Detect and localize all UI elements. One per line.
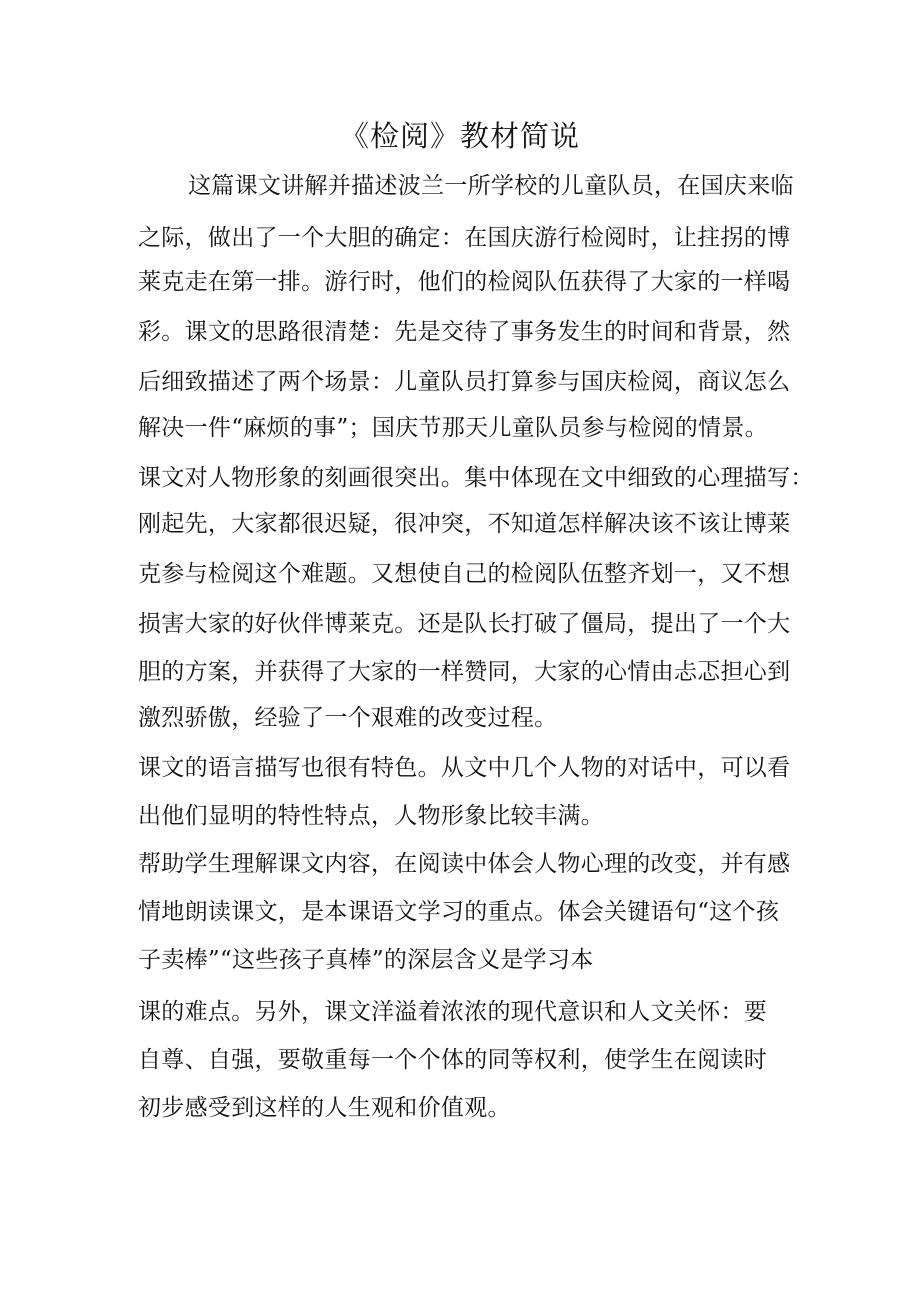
page-title: 《检阅》教材简说 bbox=[339, 119, 580, 153]
paragraph-line: 后细致描述了两个场景：儿童队员打算参与国庆检阅，商议怎么 bbox=[138, 369, 791, 395]
paragraph-line: 激烈骄傲，经验了一个艰难的改变过程。 bbox=[138, 705, 558, 731]
paragraph-line: 刚起先，大家都很迟疑，很冲突，不知道怎样解决该不该让博莱 bbox=[138, 511, 791, 537]
paragraph-line: 课文对人物形象的刻画很突出。集中体现在文中细致的心理描写： bbox=[138, 465, 814, 491]
paragraph-line: 课文的语言描写也很有特色。从文中几个人物的对话中，可以看 bbox=[138, 755, 791, 781]
paragraph-line: 自尊、自强，要敬重每一个个体的同等权利，使学生在阅读时 bbox=[138, 1047, 768, 1073]
paragraph-line: 胆的方案，并获得了大家的一样赞同，大家的心情由忐忑担心到 bbox=[138, 659, 791, 685]
paragraph-line: 课的难点。另外，课文洋溢着浓浓的现代意识和人文关怀：要 bbox=[138, 999, 768, 1025]
paragraph-line: 这篇课文讲解并描述波兰一所学校的儿童队员，在国庆来临 bbox=[188, 173, 794, 199]
paragraph-line: 克参与检阅这个难题。又想使自己的检阅队伍整齐划一，又不想 bbox=[138, 561, 791, 587]
paragraph-line: 初步感受到这样的人生观和价值观。 bbox=[138, 1095, 511, 1121]
paragraph-line: 解决一件“麻烦的事”；国庆节那天儿童队员参与检阅的情景。 bbox=[138, 415, 768, 441]
paragraph-line: 子卖棒”“这些孩子真棒”的深层含义是学习本 bbox=[138, 947, 594, 973]
paragraph-line: 帮助学生理解课文内容，在阅读中体会人物心理的改变，并有感 bbox=[138, 851, 791, 877]
paragraph-line: 莱克走在第一排。游行时，他们的检阅队伍获得了大家的一样喝 bbox=[138, 269, 791, 295]
paragraph-line: 彩。课文的思路很清楚：先是交待了事务发生的时间和背景，然 bbox=[138, 319, 791, 345]
paragraph-line: 出他们显明的特性特点，人物形象比较丰满。 bbox=[138, 803, 604, 829]
paragraph-line: 损害大家的好伙伴博莱克。还是队长打破了僵局，提出了一个大 bbox=[138, 611, 791, 637]
paragraph-line: 之际，做出了一个大胆的确定：在国庆游行检阅时，让拄拐的博 bbox=[138, 225, 791, 251]
paragraph-line: 情地朗读课文，是本课语文学习的重点。体会关键语句“这个孩 bbox=[138, 899, 780, 925]
